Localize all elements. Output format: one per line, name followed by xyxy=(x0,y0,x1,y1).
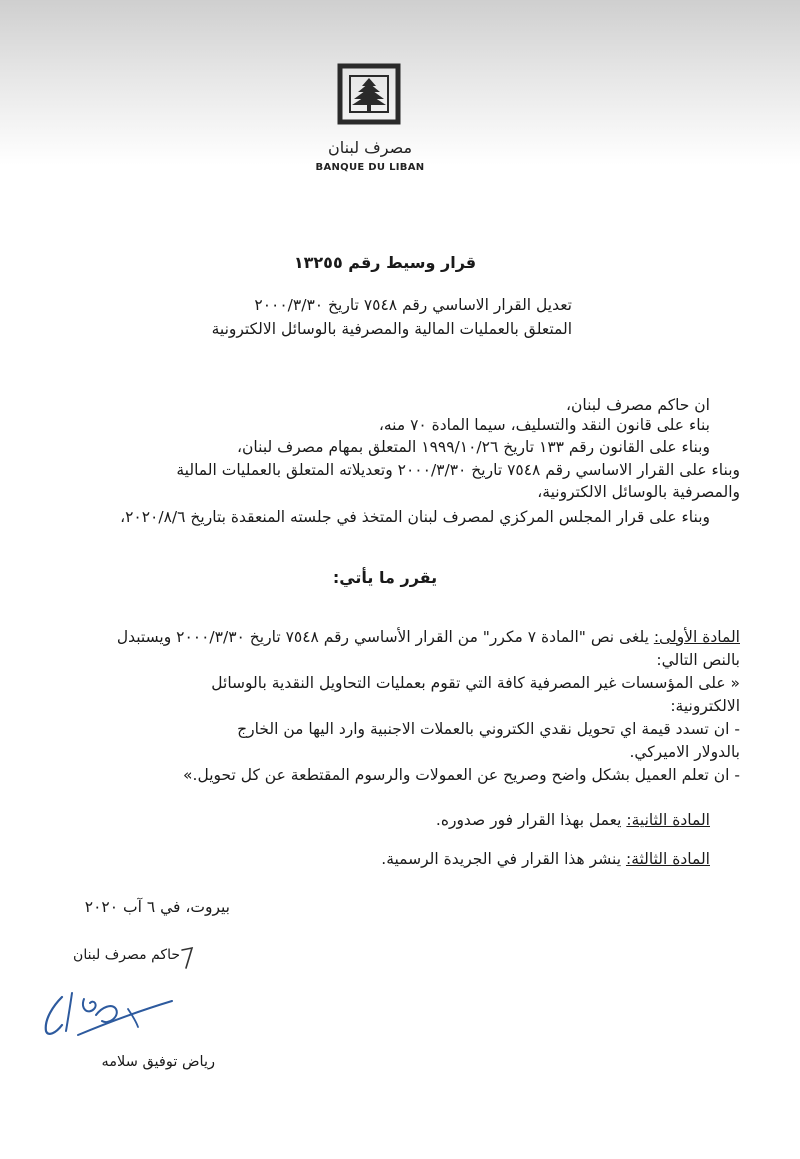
article-1-label: المادة الأولى: xyxy=(653,628,740,646)
decision-subject-line-1: تعديل القرار الاساسي رقم ٧٥٤٨ تاريخ ٢٠٠٠/٣/٣٠ xyxy=(254,296,572,314)
bank-name-arabic: مصرف لبنان xyxy=(327,138,413,157)
signature-icon xyxy=(32,985,182,1045)
article-3 xyxy=(381,849,710,869)
article-1-text-continued: بالنص التالي: xyxy=(656,651,740,669)
article-1-quote-line: - ان تعلم العميل بشكل واضح وصريح عن العمولات والرسوم المقتطعة عن كل تحويل.» xyxy=(183,766,740,784)
article-1-text: يلغى نص "المادة ٧ مكرر" من القرار الأساسي رقم ٧٥٤٨ تاريخ ٢٠٠٠/٣/٣٠ ويستبدل xyxy=(116,628,649,646)
article-3-label: المادة الثالثة: xyxy=(625,850,710,868)
preamble-line: وبناء على قرار المجلس المركزي لمصرف لبنان المتخذ في جلسته المنعقدة بتاريخ ٢٠٢٠/٨/٦، xyxy=(120,508,710,526)
preamble-line: وبناء على القرار الاساسي رقم ٧٥٤٨ تاريخ ٢٠٠٠/٣/٣٠ وتعديلاته المتعلق بالعمليات المالية xyxy=(176,461,740,479)
article-2 xyxy=(436,810,710,830)
handwritten-mark-icon xyxy=(178,944,198,972)
governor-name: رياض توفيق سلامه xyxy=(101,1054,215,1070)
preamble-line: والمصرفية بالوسائل الالكترونية، xyxy=(537,483,740,501)
preamble-line: وبناء على القانون رقم ١٣٣ تاريخ ١٩٩٩/١٠/٢٦ المتعلق بمهام مصرف لبنان، xyxy=(237,438,710,456)
article-1-quote-line: بالدولار الاميركي. xyxy=(629,743,740,761)
place-and-date: بيروت، في ٦ آب ٢٠٢٠ xyxy=(84,898,230,916)
decides-heading: يقرر ما يأتي: xyxy=(332,568,438,587)
governor-title: حاكم مصرف لبنان xyxy=(73,947,180,963)
decision-subject-line-2: المتعلق بالعمليات المالية والمصرفية بالوسائل الالكترونية xyxy=(211,320,572,338)
decision-title: قرار وسيط رقم ١٣٢٥٥ xyxy=(293,253,477,272)
article-1-quote-line: الالكترونية: xyxy=(670,697,740,715)
article-3-text: ينشر هذا القرار في الجريدة الرسمية. xyxy=(381,850,622,868)
preamble-line: بناء على قانون النقد والتسليف، سيما المادة ٧٠ منه، xyxy=(378,416,710,434)
article-1-quote-line: - ان تسدد قيمة اي تحويل نقدي الكتروني بالعملات الاجنبية وارد اليها من الخارج xyxy=(237,720,740,738)
article-2-text: يعمل بهذا القرار فور صدوره. xyxy=(435,811,622,829)
bank-name-french: BANQUE DU LIBAN xyxy=(315,162,425,173)
article-2-label: المادة الثانية: xyxy=(626,811,710,829)
article-1-quote-line: « على المؤسسات غير المصرفية كافة التي تقوم بعمليات التحاويل النقدية بالوسائل xyxy=(211,674,740,692)
article-1-first-line xyxy=(117,627,740,647)
preamble-line: ان حاكم مصرف لبنان، xyxy=(565,396,710,414)
cedar-tree-icon xyxy=(334,60,404,128)
